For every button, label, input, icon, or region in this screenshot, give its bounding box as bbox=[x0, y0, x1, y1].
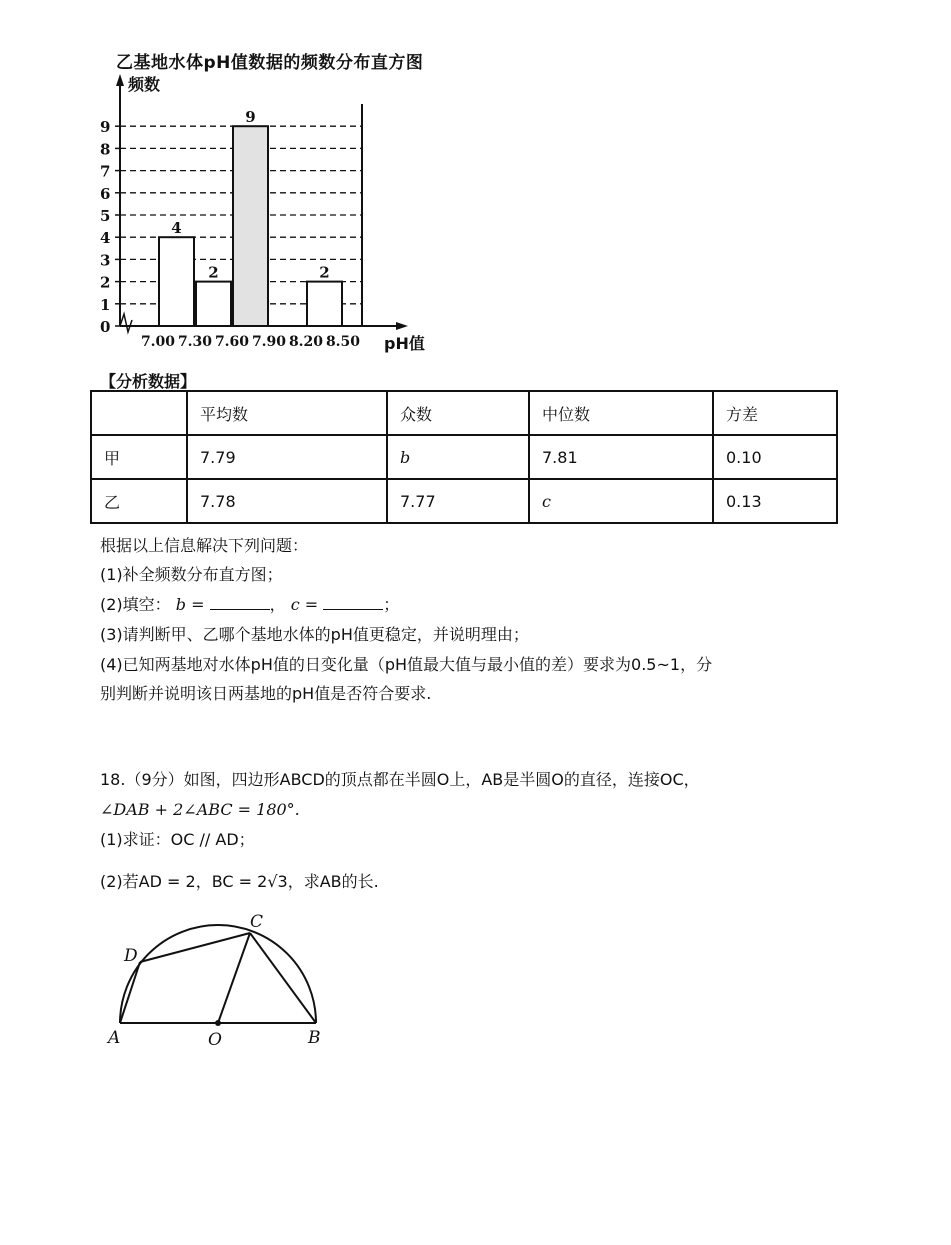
bar-value-label: 4 bbox=[171, 219, 182, 238]
blank-b-label: b = bbox=[175, 595, 205, 614]
segment-OC bbox=[218, 933, 250, 1023]
histogram-bar bbox=[159, 237, 194, 326]
bar-value-label: 9 bbox=[245, 108, 256, 127]
problem-18-part1: (1)求证：OC // AD； bbox=[100, 830, 255, 849]
y-tick-label: 8 bbox=[100, 140, 111, 159]
bar-value-label: 2 bbox=[319, 263, 330, 282]
x-tick-label: 8.20 bbox=[288, 334, 324, 350]
table-header-row bbox=[91, 391, 837, 435]
bar-value-label: 2 bbox=[208, 263, 219, 282]
histogram-bar bbox=[196, 282, 231, 326]
center-point-O bbox=[215, 1020, 221, 1026]
question-2-prefix: (2)填空： bbox=[100, 595, 171, 614]
header-cell: 平均数 bbox=[187, 391, 387, 435]
label-O: O bbox=[208, 1030, 222, 1050]
table-row bbox=[91, 479, 837, 523]
x-tick-label: 7.60 bbox=[214, 334, 250, 350]
table-row bbox=[91, 435, 837, 479]
problem-18-line1: 18.（9分）如图，四边形ABCD的顶点都在半圆O上，AB是半圆O的直径，连接OC， bbox=[100, 770, 700, 789]
y-tick-label: 4 bbox=[100, 229, 111, 248]
cell-median: c bbox=[529, 479, 713, 523]
cell-mean: 7.78 bbox=[187, 479, 387, 523]
x-tick-label: 7.90 bbox=[251, 334, 287, 350]
y-tick-label: 6 bbox=[100, 184, 111, 203]
question-1: (1)补全频数分布直方图； bbox=[100, 565, 283, 584]
cell-variance: 0.10 bbox=[713, 435, 837, 479]
header-cell bbox=[91, 391, 187, 435]
row-name: 乙 bbox=[91, 479, 187, 523]
y-axis-label: 频数 bbox=[128, 75, 161, 94]
y-tick-label: 1 bbox=[100, 295, 111, 314]
y-tick-label: 7 bbox=[100, 162, 111, 181]
question-4-line2: 别判断并说明该日两基地的pH值是否符合要求. bbox=[100, 684, 432, 703]
x-axis-label: pH值 bbox=[384, 334, 425, 353]
y-tick-label: 0 bbox=[100, 318, 111, 336]
cell-variance: 0.13 bbox=[713, 479, 837, 523]
blank-b bbox=[210, 595, 270, 610]
x-tick-label: 7.00 bbox=[140, 334, 176, 350]
question-2-sep: ， bbox=[269, 595, 286, 614]
question-2 bbox=[100, 595, 399, 615]
blank-c bbox=[323, 595, 383, 610]
x-tick-label: 7.30 bbox=[177, 334, 213, 350]
header-cell: 众数 bbox=[387, 391, 529, 435]
cell-mode: 7.77 bbox=[387, 479, 529, 523]
cell-median: 7.81 bbox=[529, 435, 713, 479]
cell-mode: b bbox=[387, 435, 529, 479]
histogram-bar bbox=[233, 126, 268, 326]
label-D: D bbox=[124, 946, 138, 966]
analysis-heading: 【分析数据】 bbox=[100, 372, 197, 391]
questions-intro: 根据以上信息解决下列问题： bbox=[100, 536, 309, 555]
blank-c-label: c = bbox=[290, 595, 319, 614]
histogram-bar bbox=[307, 282, 342, 326]
stats-table bbox=[90, 390, 838, 524]
y-tick-label: 3 bbox=[100, 251, 111, 270]
question-2-end: ； bbox=[383, 595, 400, 614]
semicircle-arc bbox=[120, 925, 316, 1023]
label-C: C bbox=[250, 912, 264, 932]
x-tick-label: 8.50 bbox=[325, 334, 361, 350]
chart-title: 乙基地水体pH值数据的频数分布直方图 bbox=[116, 53, 424, 73]
y-tick-label: 2 bbox=[100, 273, 111, 292]
header-cell: 中位数 bbox=[529, 391, 713, 435]
segment-AD bbox=[120, 962, 140, 1023]
question-3: (3)请判断甲、乙哪个基地水体的pH值更稳定，并说明理由； bbox=[100, 625, 529, 644]
y-tick-label: 9 bbox=[100, 118, 111, 137]
semicircle-figure bbox=[100, 905, 340, 1050]
question-4-line1: (4)已知两基地对水体pH值的日变化量（pH值最大值与最小值的差）要求为0.5~1，分 bbox=[100, 655, 713, 674]
header-cell: 方差 bbox=[713, 391, 837, 435]
problem-18-part2: (2)若AD = 2，BC = 2√3，求AB的长. bbox=[100, 872, 379, 891]
histogram bbox=[90, 70, 450, 360]
label-A: A bbox=[108, 1028, 121, 1048]
problem-18-line2: ∠DAB + 2∠ABC = 180°. bbox=[100, 800, 300, 819]
y-tick-label: 5 bbox=[100, 207, 111, 225]
cell-mean: 7.79 bbox=[187, 435, 387, 479]
row-name: 甲 bbox=[91, 435, 187, 479]
label-B: B bbox=[308, 1028, 321, 1048]
